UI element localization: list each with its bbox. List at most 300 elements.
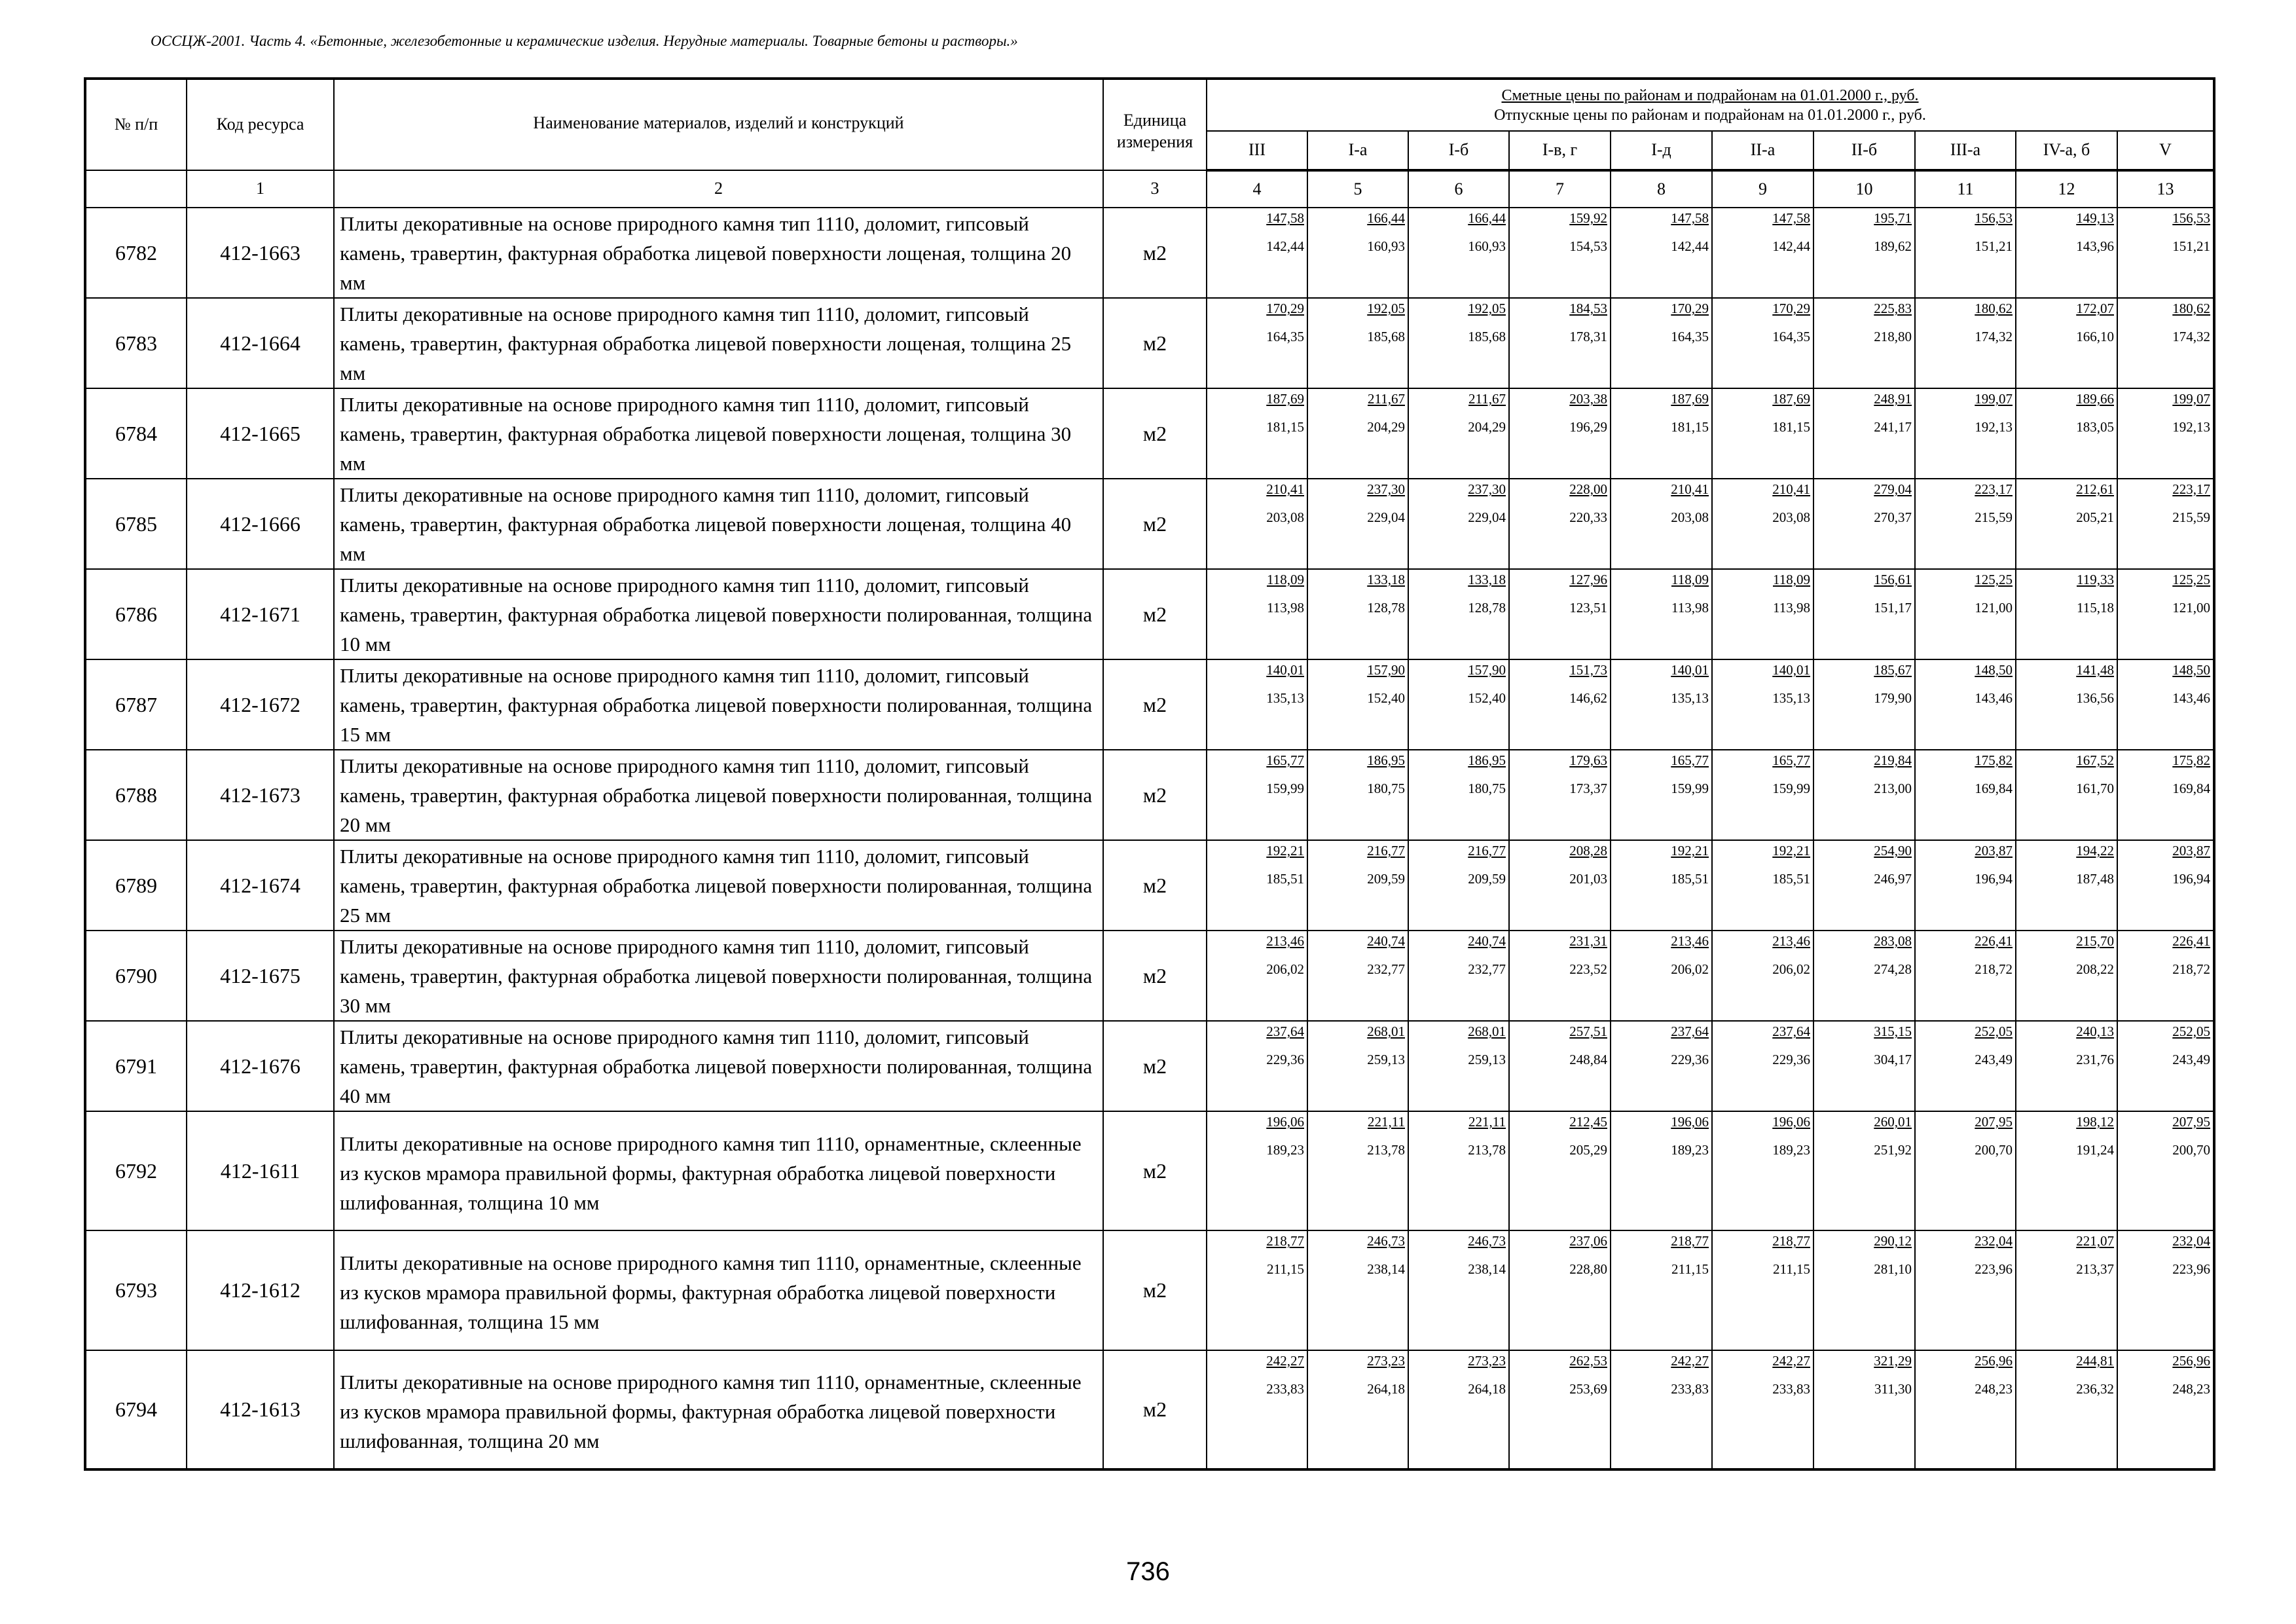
region-header: II-а (1712, 131, 1813, 170)
release-price: 185,51 (1671, 871, 1709, 887)
release-price: 253,69 (1569, 1380, 1607, 1397)
price-cell (1611, 659, 1712, 750)
resource-code: 412-1671 (187, 569, 334, 659)
estimate-price: 215,70 (2076, 933, 2114, 949)
release-price: 159,99 (1266, 781, 1304, 796)
price-cell (1307, 298, 1408, 388)
estimate-price: 198,12 (2076, 1114, 2114, 1130)
estimate-price: 221,11 (1368, 1114, 1405, 1130)
estimate-price: 242,27 (1266, 1352, 1304, 1369)
release-price: 185,51 (1266, 871, 1304, 887)
price-cell (1307, 659, 1408, 750)
price-cell (1813, 1111, 1915, 1230)
estimate-price: 192,21 (1671, 843, 1709, 858)
release-price: 203,08 (1772, 509, 1810, 525)
price-cell (1207, 208, 1307, 298)
release-price: 123,51 (1569, 600, 1607, 616)
row-number: 6792 (85, 1111, 187, 1230)
estimate-price: 248,91 (1874, 391, 1912, 407)
price-cell (1813, 1350, 1915, 1469)
release-price: 164,35 (1266, 329, 1304, 344)
release-price: 209,59 (1367, 871, 1405, 887)
unit-of-measure: м2 (1103, 569, 1207, 659)
estimate-price: 237,30 (1367, 481, 1405, 497)
unit-of-measure: м2 (1103, 1230, 1207, 1350)
price-cell (1509, 569, 1611, 659)
price-cell (1611, 479, 1712, 569)
price-cell (2016, 840, 2117, 931)
estimate-price: 237,06 (1569, 1233, 1607, 1249)
release-price: 220,33 (1569, 509, 1607, 525)
estimate-price: 246,73 (1367, 1233, 1405, 1249)
estimate-price: 185,67 (1874, 662, 1912, 678)
header-unit: Единица измерения (1103, 79, 1207, 170)
estimate-price: 192,21 (1772, 843, 1810, 858)
estimate-price: 237,64 (1266, 1024, 1304, 1039)
estimate-price: 210,41 (1266, 481, 1304, 497)
price-cell (2117, 931, 2214, 1021)
price-cell (1509, 1350, 1611, 1469)
estimate-price: 195,71 (1874, 210, 1912, 226)
estimate-price: 156,53 (2172, 210, 2211, 226)
table-row (85, 1230, 2214, 1350)
release-price: 173,37 (1569, 781, 1607, 796)
unit-of-measure: м2 (1103, 479, 1207, 569)
release-price: 229,04 (1367, 509, 1405, 525)
column-number: 2 (334, 170, 1103, 208)
estimate-price: 237,64 (1772, 1024, 1810, 1039)
column-number: 1 (187, 170, 334, 208)
release-price: 213,78 (1468, 1142, 1506, 1158)
price-cell (1307, 569, 1408, 659)
estimate-price: 199,07 (1975, 391, 2013, 407)
price-cell (1611, 1350, 1712, 1469)
price-cell (1408, 479, 1509, 569)
estimate-price: 196,06 (1671, 1114, 1709, 1130)
price-cell (1207, 1350, 1307, 1469)
price-cell (1712, 659, 1813, 750)
estimate-price: 279,04 (1874, 481, 1912, 497)
release-price: 215,59 (2172, 509, 2211, 525)
table-row (85, 1021, 2214, 1111)
estimate-price: 119,33 (2077, 572, 2114, 587)
estimate-price: 218,77 (1266, 1233, 1304, 1249)
release-price: 169,84 (1975, 781, 2013, 796)
estimate-price: 140,01 (1671, 662, 1709, 678)
release-price: 113,98 (1267, 600, 1304, 616)
estimate-price: 268,01 (1367, 1024, 1405, 1039)
release-price: 229,36 (1772, 1052, 1810, 1067)
price-cell (1509, 388, 1611, 479)
price-cell (1509, 931, 1611, 1021)
release-price: 218,80 (1874, 329, 1912, 344)
release-price: 248,23 (2172, 1380, 2211, 1397)
release-price: 142,44 (1266, 238, 1304, 254)
price-cell (1611, 298, 1712, 388)
release-price: 304,17 (1874, 1052, 1912, 1067)
price-cell (1307, 208, 1408, 298)
price-cell (1611, 1230, 1712, 1350)
estimate-price: 242,27 (1772, 1352, 1810, 1369)
price-cell (1307, 931, 1408, 1021)
estimate-price: 187,69 (1671, 391, 1709, 407)
estimate-price: 147,58 (1772, 210, 1810, 226)
release-price: 160,93 (1367, 238, 1405, 254)
price-cell (1408, 659, 1509, 750)
table-row (85, 388, 2214, 479)
estimate-price: 156,61 (1874, 572, 1912, 587)
table-row (85, 569, 2214, 659)
table-row (85, 840, 2214, 931)
price-cell (2117, 750, 2214, 840)
release-price: 205,29 (1569, 1142, 1607, 1158)
estimate-price: 273,23 (1468, 1352, 1506, 1369)
release-price: 203,08 (1266, 509, 1304, 525)
estimate-price: 223,17 (1975, 481, 2013, 497)
estimate-price: 240,74 (1367, 933, 1405, 949)
price-cell (2016, 1350, 2117, 1469)
estimate-price: 125,25 (2172, 572, 2211, 587)
estimate-price: 240,74 (1468, 933, 1506, 949)
price-cell (1307, 1021, 1408, 1111)
price-cell (1712, 750, 1813, 840)
estimate-price: 216,77 (1468, 843, 1506, 858)
unit-of-measure: м2 (1103, 840, 1207, 931)
price-cell (2016, 298, 2117, 388)
price-cell (2117, 1021, 2214, 1111)
price-cell (1813, 569, 1915, 659)
price-cell (1408, 1111, 1509, 1230)
price-cell (1509, 208, 1611, 298)
price-cell (1712, 1350, 1813, 1469)
estimate-price: 133,18 (1468, 572, 1506, 587)
estimate-price: 125,25 (1975, 572, 2013, 587)
price-cell (2016, 479, 2117, 569)
release-price: 259,13 (1468, 1052, 1506, 1067)
estimate-price: 225,83 (1874, 301, 1912, 316)
price-cell (2117, 659, 2214, 750)
price-cell (1307, 479, 1408, 569)
price-cell (1915, 1021, 2016, 1111)
release-price: 135,13 (1671, 690, 1709, 706)
price-cell (2016, 1111, 2117, 1230)
release-price: 200,70 (2172, 1142, 2211, 1158)
estimate-price: 242,27 (1671, 1352, 1709, 1369)
release-price: 206,02 (1772, 961, 1810, 977)
release-price: 203,08 (1671, 509, 1709, 525)
estimate-price: 262,53 (1569, 1352, 1607, 1369)
column-number-blank (85, 170, 187, 208)
release-price: 233,83 (1772, 1380, 1810, 1397)
release-price: 233,83 (1266, 1380, 1304, 1397)
resource-code: 412-1676 (187, 1021, 334, 1111)
release-price: 142,44 (1772, 238, 1810, 254)
release-price: 121,00 (1975, 600, 2013, 616)
unit-of-measure: м2 (1103, 1021, 1207, 1111)
release-price: 113,98 (1671, 600, 1709, 616)
release-price: 192,13 (2172, 419, 2211, 435)
release-price: 185,51 (1772, 871, 1810, 887)
release-price: 229,36 (1671, 1052, 1709, 1067)
price-cell (2117, 208, 2214, 298)
estimate-price: 156,53 (1975, 210, 2013, 226)
release-price: 248,84 (1569, 1052, 1607, 1067)
estimate-price: 221,11 (1468, 1114, 1506, 1130)
region-header: I-д (1611, 131, 1712, 170)
page-number: 736 (1126, 1557, 1170, 1586)
price-cell (1207, 1230, 1307, 1350)
release-price: 238,14 (1367, 1261, 1405, 1278)
estimate-price: 321,29 (1874, 1352, 1912, 1369)
price-cell (1207, 298, 1307, 388)
release-price: 232,77 (1468, 961, 1506, 977)
estimate-price: 211,67 (1468, 391, 1506, 407)
release-price: 259,13 (1367, 1052, 1405, 1067)
material-name: Плиты декоративные на основе природного камня тип 1110, доломит, гипсовый камень, травертин, фактурная обработка лицевой поверхности полированная, толщина 15 мм (334, 659, 1103, 750)
estimate-price: 211,67 (1368, 391, 1405, 407)
resource-code: 412-1613 (187, 1350, 334, 1469)
estimate-price: 199,07 (2172, 391, 2211, 407)
resource-code: 412-1675 (187, 931, 334, 1021)
price-cell (2117, 388, 2214, 479)
column-number: 6 (1408, 170, 1509, 208)
price-cell (2016, 569, 2117, 659)
estimate-price: 208,28 (1569, 843, 1607, 858)
table-row (85, 1350, 2214, 1469)
release-price: 213,78 (1367, 1142, 1405, 1158)
release-price: 251,92 (1874, 1142, 1912, 1158)
price-cell (1712, 1111, 1813, 1230)
estimate-price: 151,73 (1569, 662, 1607, 678)
release-price: 136,56 (2076, 690, 2114, 706)
header-no: № п/п (85, 79, 187, 170)
price-cell (1915, 569, 2016, 659)
estimate-price: 273,23 (1367, 1352, 1405, 1369)
release-price: 113,98 (1773, 600, 1810, 616)
row-number: 6794 (85, 1350, 187, 1469)
price-cell (1712, 931, 1813, 1021)
estimate-price: 180,62 (2172, 301, 2211, 316)
estimate-price: 226,41 (1975, 933, 2013, 949)
price-cell (1207, 1111, 1307, 1230)
release-price: 189,23 (1266, 1142, 1304, 1158)
release-price: 206,02 (1671, 961, 1709, 977)
estimate-price: 170,29 (1266, 301, 1304, 316)
estimate-price: 244,81 (2076, 1352, 2114, 1369)
price-cell (2117, 1111, 2214, 1230)
release-price: 246,97 (1874, 871, 1912, 887)
price-cell (2117, 840, 2214, 931)
estimate-price: 231,31 (1569, 933, 1607, 949)
row-number: 6793 (85, 1230, 187, 1350)
row-number: 6789 (85, 840, 187, 931)
estimate-price: 228,00 (1569, 481, 1607, 497)
release-price: 181,15 (1266, 419, 1304, 435)
release-price: 159,99 (1671, 781, 1709, 796)
estimate-price: 232,04 (2172, 1233, 2211, 1249)
price-group-header (1207, 79, 2214, 131)
estimate-price: 221,07 (2076, 1233, 2114, 1249)
estimate-price: 216,77 (1367, 843, 1405, 858)
price-cell (1509, 298, 1611, 388)
region-header: I-а (1307, 131, 1408, 170)
price-cell (1207, 659, 1307, 750)
price-cell (1408, 388, 1509, 479)
release-price: 264,18 (1367, 1380, 1405, 1397)
release-price: 183,05 (2076, 419, 2114, 435)
release-price: 236,32 (2076, 1380, 2114, 1397)
release-price: 143,46 (2172, 690, 2211, 706)
release-price: 200,70 (1975, 1142, 2013, 1158)
material-name: Плиты декоративные на основе природного камня тип 1110, орнаментные, склеенные из кусков мрамора правильной формы, фактурная обработка лицевой поверхности шлифованная, толщина 15 мм (334, 1230, 1103, 1350)
resource-code: 412-1611 (187, 1111, 334, 1230)
release-price: 281,10 (1874, 1261, 1912, 1278)
release-price: 160,93 (1468, 238, 1506, 254)
price-cell (1307, 1111, 1408, 1230)
price-cell (1408, 1350, 1509, 1469)
estimate-price: 170,29 (1671, 301, 1709, 316)
price-cell (1712, 569, 1813, 659)
price-cell (1813, 1021, 1915, 1111)
estimate-price: 148,50 (2172, 662, 2211, 678)
estimate-price: 213,46 (1266, 933, 1304, 949)
estimate-price: 219,84 (1874, 752, 1912, 768)
column-number: 5 (1307, 170, 1408, 208)
estimate-price: 170,29 (1772, 301, 1810, 316)
price-cell (1307, 840, 1408, 931)
estimate-price: 203,38 (1569, 391, 1607, 407)
release-price: 159,99 (1772, 781, 1810, 796)
column-number: 7 (1509, 170, 1611, 208)
price-cell (2117, 1350, 2214, 1469)
price-cell (2117, 298, 2214, 388)
header-name: Наименование материалов, изделий и конструкций (334, 79, 1103, 170)
estimate-price: 165,77 (1772, 752, 1810, 768)
price-cell (1915, 388, 2016, 479)
price-cell (1712, 388, 1813, 479)
region-header: III (1207, 131, 1307, 170)
estimate-price: 194,22 (2076, 843, 2114, 858)
release-price: 164,35 (1671, 329, 1709, 344)
resource-code: 412-1664 (187, 298, 334, 388)
row-number: 6788 (85, 750, 187, 840)
release-price: 223,96 (1975, 1261, 2013, 1278)
column-number: 13 (2117, 170, 2214, 208)
release-price: 164,35 (1772, 329, 1810, 344)
table-row (85, 479, 2214, 569)
estimate-price: 118,09 (1267, 572, 1304, 587)
price-cell (1915, 750, 2016, 840)
release-price: 180,75 (1367, 781, 1405, 796)
region-header: III-а (1915, 131, 2016, 170)
release-price: 241,17 (1874, 419, 1912, 435)
release-price: 152,40 (1468, 690, 1506, 706)
release-price: 181,15 (1671, 419, 1709, 435)
release-price: 311,30 (1874, 1380, 1912, 1397)
estimate-price: 149,13 (2076, 210, 2114, 226)
material-name: Плиты декоративные на основе природного камня тип 1110, доломит, гипсовый камень, травертин, фактурная обработка лицевой поверхности лощеная, толщина 30 мм (334, 388, 1103, 479)
estimate-price: 165,77 (1266, 752, 1304, 768)
release-price: 233,83 (1671, 1380, 1709, 1397)
release-price: 178,31 (1569, 329, 1607, 344)
table-row (85, 659, 2214, 750)
unit-of-measure: м2 (1103, 298, 1207, 388)
row-number: 6791 (85, 1021, 187, 1111)
resource-code: 412-1666 (187, 479, 334, 569)
release-price: 218,72 (2172, 961, 2211, 977)
price-cell (1207, 388, 1307, 479)
price-cell (1915, 1230, 2016, 1350)
estimate-price: 157,90 (1367, 662, 1405, 678)
release-price: 213,37 (2076, 1261, 2114, 1278)
price-cell (1509, 840, 1611, 931)
price-cell (1915, 659, 2016, 750)
release-price: 179,90 (1874, 690, 1912, 706)
estimate-price: 207,95 (2172, 1114, 2211, 1130)
estimate-price: 167,52 (2076, 752, 2114, 768)
release-price: 128,78 (1367, 600, 1405, 616)
release-price: 243,49 (2172, 1052, 2211, 1067)
price-cell (1813, 659, 1915, 750)
price-cell (1813, 388, 1915, 479)
release-price: 243,49 (1975, 1052, 2013, 1067)
price-cell (1813, 208, 1915, 298)
release-price: 115,18 (2077, 600, 2114, 616)
column-number: 12 (2016, 170, 2117, 208)
estimate-price: 175,82 (2172, 752, 2211, 768)
column-number: 8 (1611, 170, 1712, 208)
material-name: Плиты декоративные на основе природного камня тип 1110, доломит, гипсовый камень, травертин, фактурная обработка лицевой поверхности полированная, толщина 25 мм (334, 840, 1103, 931)
release-price: 206,02 (1266, 961, 1304, 977)
resource-code: 412-1673 (187, 750, 334, 840)
price-cell (1611, 840, 1712, 931)
estimate-price-title: Сметные цены по районам и подрайонам на 01.01.2000 г., руб. (1501, 86, 1919, 104)
release-price: 223,96 (2172, 1261, 2211, 1278)
price-cell (1611, 208, 1712, 298)
price-cell (1509, 1230, 1611, 1350)
release-price: 151,21 (1975, 238, 2013, 254)
price-cell (1712, 298, 1813, 388)
table-row (85, 931, 2214, 1021)
price-cell (1408, 750, 1509, 840)
release-price: 135,13 (1772, 690, 1810, 706)
row-number: 6787 (85, 659, 187, 750)
price-cell (2016, 750, 2117, 840)
estimate-price: 184,53 (1569, 301, 1607, 316)
price-cell (1408, 208, 1509, 298)
price-cell (1509, 659, 1611, 750)
row-number: 6784 (85, 388, 187, 479)
price-cell (1408, 931, 1509, 1021)
release-price: 192,13 (1975, 419, 2013, 435)
table-row (85, 1111, 2214, 1230)
region-header: I-б (1408, 131, 1509, 170)
release-price-title: Отпускные цены по районам и подрайонам на 01.01.2000 г., руб. (1494, 106, 1926, 124)
price-cell (1509, 750, 1611, 840)
price-cell (1915, 298, 2016, 388)
estimate-price: 246,73 (1468, 1233, 1506, 1249)
price-cell (1408, 1230, 1509, 1350)
price-cell (1712, 840, 1813, 931)
material-name: Плиты декоративные на основе природного камня тип 1110, доломит, гипсовый камень, травертин, фактурная обработка лицевой поверхности полированная, толщина 40 мм (334, 1021, 1103, 1111)
price-cell (1611, 1021, 1712, 1111)
resource-code: 412-1663 (187, 208, 334, 298)
price-cell (1611, 1111, 1712, 1230)
estimate-price: 192,05 (1367, 301, 1405, 316)
release-price: 191,24 (2076, 1142, 2114, 1158)
price-cell (1207, 569, 1307, 659)
unit-of-measure: м2 (1103, 931, 1207, 1021)
